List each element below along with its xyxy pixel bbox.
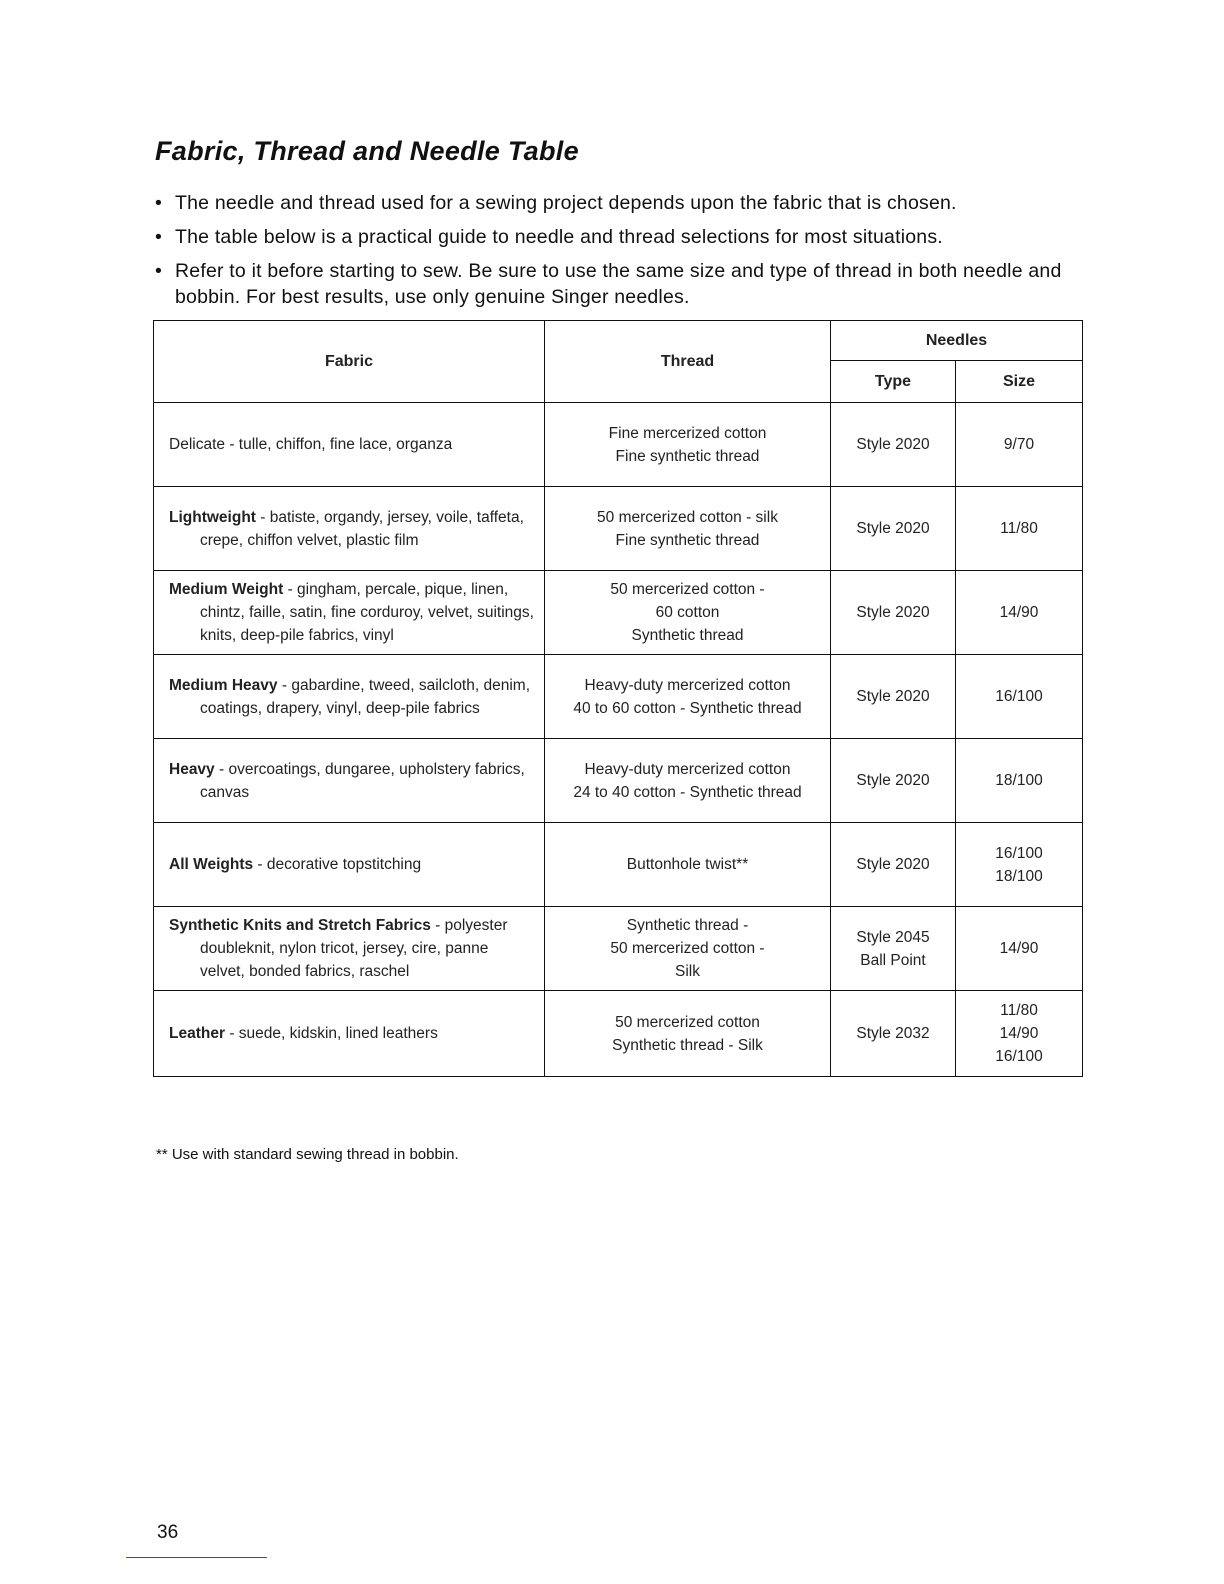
fabric-category: Lightweight <box>169 508 256 526</box>
thread-line: Synthetic thread <box>631 627 744 644</box>
fabric-list: - suede, kidskin, lined leathers <box>229 1025 438 1042</box>
needle-type: Style 2020 <box>856 604 930 621</box>
needle-size: 14/90 <box>999 940 1039 957</box>
needle-size-cell <box>956 907 1083 991</box>
bullet-item: • The needle and thread used for a sewing project depends upon the fabric that is chosen. <box>155 190 1095 216</box>
thread-cell <box>545 655 831 739</box>
needle-size: 16/100 <box>995 844 1043 862</box>
table-row <box>154 655 1083 739</box>
bullet-item: • The table below is a practical guide to needle and thread selections for most situations. <box>155 224 1095 250</box>
table-row <box>154 907 1083 991</box>
fabric-cell <box>154 571 545 655</box>
needle-size-cell <box>956 487 1083 571</box>
table-row <box>154 991 1083 1077</box>
thread-line: Heavy-duty mercerized cotton <box>584 676 791 694</box>
thread-line: 50 mercerized cotton - <box>610 940 765 957</box>
needle-type: Style 2020 <box>856 520 930 537</box>
fabric-cell <box>154 403 545 487</box>
needle-size-cell <box>956 655 1083 739</box>
header-fabric: Fabric <box>154 321 545 403</box>
thread-line: Silk <box>675 963 700 980</box>
fabric-cell <box>154 907 545 991</box>
needle-type-cell <box>831 571 956 655</box>
table-row <box>154 823 1083 907</box>
fabric-category: Heavy <box>169 760 215 778</box>
thread-line: Heavy-duty mercerized cotton <box>584 760 791 778</box>
thread-line: Synthetic thread - Silk <box>612 1036 763 1054</box>
needle-size: 11/80 <box>1000 520 1038 537</box>
intro-bullet-list <box>155 190 1095 318</box>
thread-line: 60 cotton <box>655 604 720 621</box>
fabric-category: Medium Heavy <box>169 676 278 694</box>
fabric-list-continued: canvas <box>200 783 250 801</box>
needle-type: Style 2020 <box>856 688 930 705</box>
needle-size-cell <box>956 991 1083 1077</box>
page-title: Fabric, Thread and Needle Table <box>155 136 579 166</box>
needle-type: Style 2020 <box>856 856 930 873</box>
needle-size: 16/100 <box>995 688 1043 705</box>
needle-size: 18/100 <box>995 867 1043 885</box>
needle-size: 14/90 <box>999 604 1039 621</box>
fabric-cell <box>154 655 545 739</box>
thread-cell <box>545 823 831 907</box>
fabric-cell <box>154 991 545 1077</box>
thread-line: Synthetic thread - <box>626 917 749 934</box>
fabric-category: Medium Weight <box>169 581 284 598</box>
fabric-category: Synthetic Knits and Stretch Fabrics <box>169 917 431 934</box>
thread-line: Fine synthetic thread <box>615 531 760 549</box>
thread-cell <box>545 907 831 991</box>
fabric-list: - polyester <box>435 917 508 934</box>
needle-type-cell <box>831 991 956 1077</box>
needle-type: Style 2020 <box>856 436 930 453</box>
thread-line: 50 mercerized cotton - <box>610 581 765 598</box>
fabric-category: All Weights <box>169 856 254 873</box>
table-row <box>154 571 1083 655</box>
table-row <box>154 739 1083 823</box>
header-size: Size <box>956 361 1083 403</box>
header-type: Type <box>831 361 956 403</box>
table-row <box>154 487 1083 571</box>
needle-type-cell <box>831 739 956 823</box>
fabric-category: Leather <box>169 1025 225 1042</box>
fabric-list: - decorative topstitching <box>257 856 422 873</box>
fabric-list: - overcoatings, dungaree, upholstery fabrics, <box>219 760 525 778</box>
table-row <box>154 403 1083 487</box>
fabric-cell <box>154 823 545 907</box>
fabric-list-continued: doubleknit, nylon tricot, jersey, cire, panne velvet, bonded fabrics, raschel <box>200 940 489 980</box>
fabric-list: - gingham, percale, pique, linen, <box>287 581 509 598</box>
thread-line: Fine mercerized cotton <box>608 424 767 442</box>
fabric-list-continued: chintz, faille, satin, fine corduroy, velvet, suitings, knits, deep-pile fabrics, vinyl <box>200 604 534 644</box>
fabric-list: - gabardine, tweed, sailcloth, denim, <box>281 676 530 694</box>
thread-cell <box>545 403 831 487</box>
needle-size-cell <box>956 403 1083 487</box>
bullet-item: • Refer to it before starting to sew. Be sure to use the same size and type of thread in both needle and bobbin. For best results, use only genuine Singer needles. <box>155 258 1095 310</box>
needle-size: 9/70 <box>1003 436 1035 453</box>
fabric-list-continued: coatings, drapery, vinyl, deep-pile fabrics <box>200 699 480 717</box>
footnote: ** Use with standard sewing thread in bobbin. <box>156 1146 459 1163</box>
thread-cell <box>545 487 831 571</box>
page-rule <box>126 1557 267 1558</box>
header-thread: Thread <box>545 321 831 403</box>
fabric-cell <box>154 739 545 823</box>
needle-size: 14/90 <box>999 1025 1039 1042</box>
thread-cell <box>545 571 831 655</box>
fabric-list: - batiste, organdy, jersey, voile, taffeta, <box>260 508 524 526</box>
thread-cell <box>545 739 831 823</box>
fabric-cell <box>154 487 545 571</box>
thread-line: 40 to 60 cotton - Synthetic thread <box>573 699 802 717</box>
needle-size: 16/100 <box>995 1048 1043 1065</box>
needle-type: Ball Point <box>860 951 926 969</box>
thread-line: 50 mercerized cotton - silk <box>597 508 778 526</box>
fabric-list: - tulle, chiffon, fine lace, organza <box>229 436 453 453</box>
needle-type: Style 2045 <box>856 928 930 946</box>
thread-line: Buttonhole twist** <box>626 856 749 873</box>
needle-size-cell <box>956 571 1083 655</box>
fabric-category: Delicate <box>169 436 225 453</box>
header-needles: Needles <box>831 321 1083 361</box>
needle-size-cell <box>956 823 1083 907</box>
needle-type-cell <box>831 823 956 907</box>
needle-size-cell <box>956 739 1083 823</box>
thread-line: 24 to 40 cotton - Synthetic thread <box>573 783 802 801</box>
needle-size: 11/80 <box>1000 1002 1038 1019</box>
thread-line: 50 mercerized cotton <box>615 1013 760 1031</box>
thread-line: Fine synthetic thread <box>615 447 760 465</box>
thread-cell <box>545 991 831 1077</box>
needle-type-cell <box>831 907 956 991</box>
needle-type-cell <box>831 487 956 571</box>
needle-type: Style 2032 <box>856 1025 930 1042</box>
needle-type: Style 2020 <box>856 772 930 789</box>
needle-size: 18/100 <box>995 772 1043 789</box>
needle-type-cell <box>831 655 956 739</box>
page-number: 36 <box>157 1522 179 1543</box>
needle-type-cell <box>831 403 956 487</box>
fabric-thread-needle-table <box>153 320 1083 1077</box>
fabric-list-continued: crepe, chiffon velvet, plastic film <box>200 531 419 549</box>
